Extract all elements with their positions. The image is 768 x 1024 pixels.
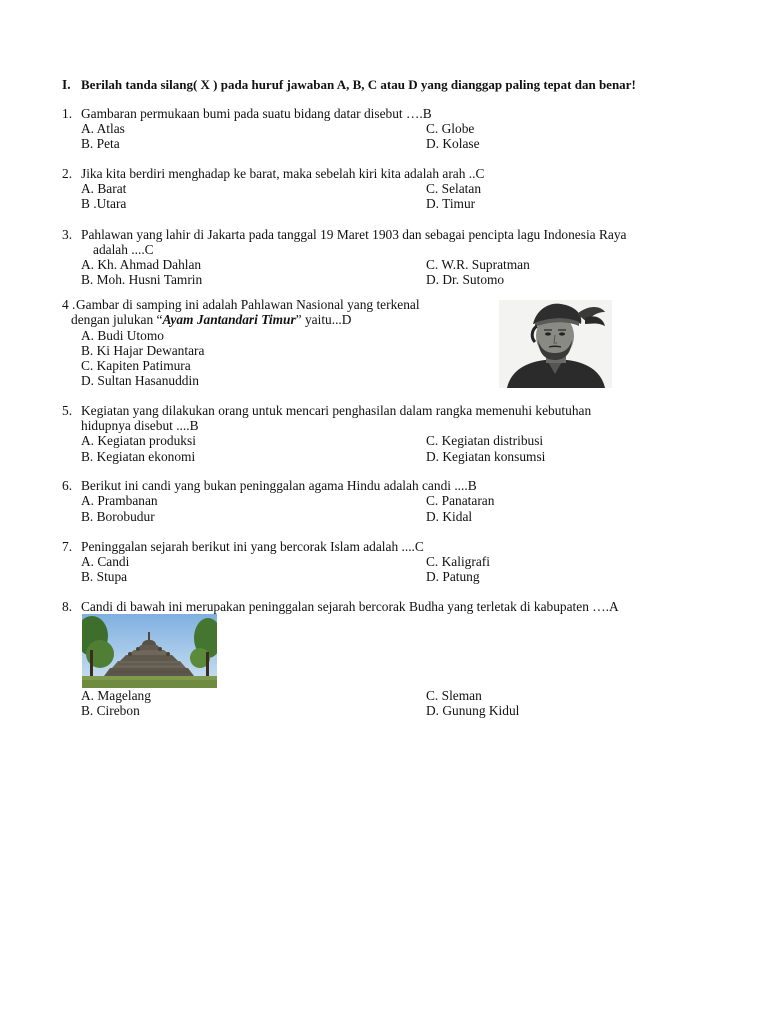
option-b: B. Stupa [81,569,128,584]
option-d: D. Kegiatan konsumsi [426,449,546,464]
option-c: C. Globe [426,121,475,136]
question-number: 2. [62,166,73,181]
option-b: B. Moh. Husni Tamrin [81,272,203,287]
option-c: C. Selatan [426,181,482,196]
option-a: A. Budi Utomo [81,328,164,343]
question-number: 7. [62,539,73,554]
question-text: Kegiatan yang dilakukan orang untuk mencari penghasilan dalam rangka memenuhi kebutuhan [81,403,592,418]
option-c: C. W.R. Supratman [426,257,530,272]
question-text: Gambaran permukaan bumi pada suatu bidang datar disebut ….B [81,106,432,121]
instruction-number: I. [62,77,71,92]
option-a: A. Magelang [81,688,151,703]
question-text-prefix: dengan julukan “ [71,312,163,327]
option-a: A. Kh. Ahmad Dahlan [81,257,202,272]
nickname-emphasis: Ayam Jantandari Timur [162,312,296,327]
option-d: D. Timur [426,196,476,211]
hero-portrait-image [499,300,612,388]
option-d: D. Sultan Hasanuddin [81,373,199,388]
question-text-continued [71,312,351,327]
option-a: A. Atlas [81,121,125,136]
question-text: Berikut ini candi yang bukan peninggalan agama Hindu adalah candi ....B [81,478,477,493]
option-d: D. Kolase [426,136,480,151]
option-a: A. Barat [81,181,127,196]
temple-photo-image [82,614,217,688]
option-d: D. Gunung Kidul [426,703,520,718]
question-text: Pahlawan yang lahir di Jakarta pada tanggal 19 Maret 1903 dan sebagai pencipta lagu Indonesia Raya [81,227,627,242]
option-d: D. Dr. Sutomo [426,272,505,287]
option-c: C. Panataran [426,493,495,508]
option-a: A. Prambanan [81,493,158,508]
question-number: 1. [62,106,73,121]
option-c: C. Sleman [426,688,482,703]
question-text: Candi di bawah ini merupakan peninggalan sejarah bercorak Budha yang terletak di kabupaten ….A [81,599,619,614]
instruction-text: Berilah tanda silang( X ) pada huruf jawaban A, B, C atau D yang dianggap paling tepat dan benar! [81,77,636,92]
question-text: Peninggalan sejarah berikut ini yang bercorak Islam adalah ....C [81,539,424,554]
question-text: Jika kita berdiri menghadap ke barat, maka sebelah kiri kita adalah arah ..C [81,166,485,181]
question-text-continued: adalah ....C [93,242,154,257]
option-c: C. Kaligrafi [426,554,490,569]
option-a: A. Kegiatan produksi [81,433,196,448]
option-d: D. Patung [426,569,480,584]
question-number: 5. [62,403,73,418]
option-b: B. Cirebon [81,703,140,718]
option-b: B. Peta [81,136,120,151]
option-a: A. Candi [81,554,130,569]
option-b: B. Ki Hajar Dewantara [81,343,205,358]
option-d: D. Kidal [426,509,473,524]
question-text-suffix: ” yaitu...D [295,312,352,327]
question-number: 6. [62,478,73,493]
question-text-continued: hidupnya disebut ....B [81,418,199,433]
question-number: 8. [62,599,73,614]
option-c: C. Kegiatan distribusi [426,433,544,448]
question-number: 3. [62,227,73,242]
option-b: B .Utara [81,196,127,211]
option-b: B. Kegiatan ekonomi [81,449,196,464]
question-number: 4 . [62,297,76,312]
option-c: C. Kapiten Patimura [81,358,191,373]
question-text: Gambar di samping ini adalah Pahlawan Nasional yang terkenal [76,297,420,312]
option-b: B. Borobudur [81,509,155,524]
